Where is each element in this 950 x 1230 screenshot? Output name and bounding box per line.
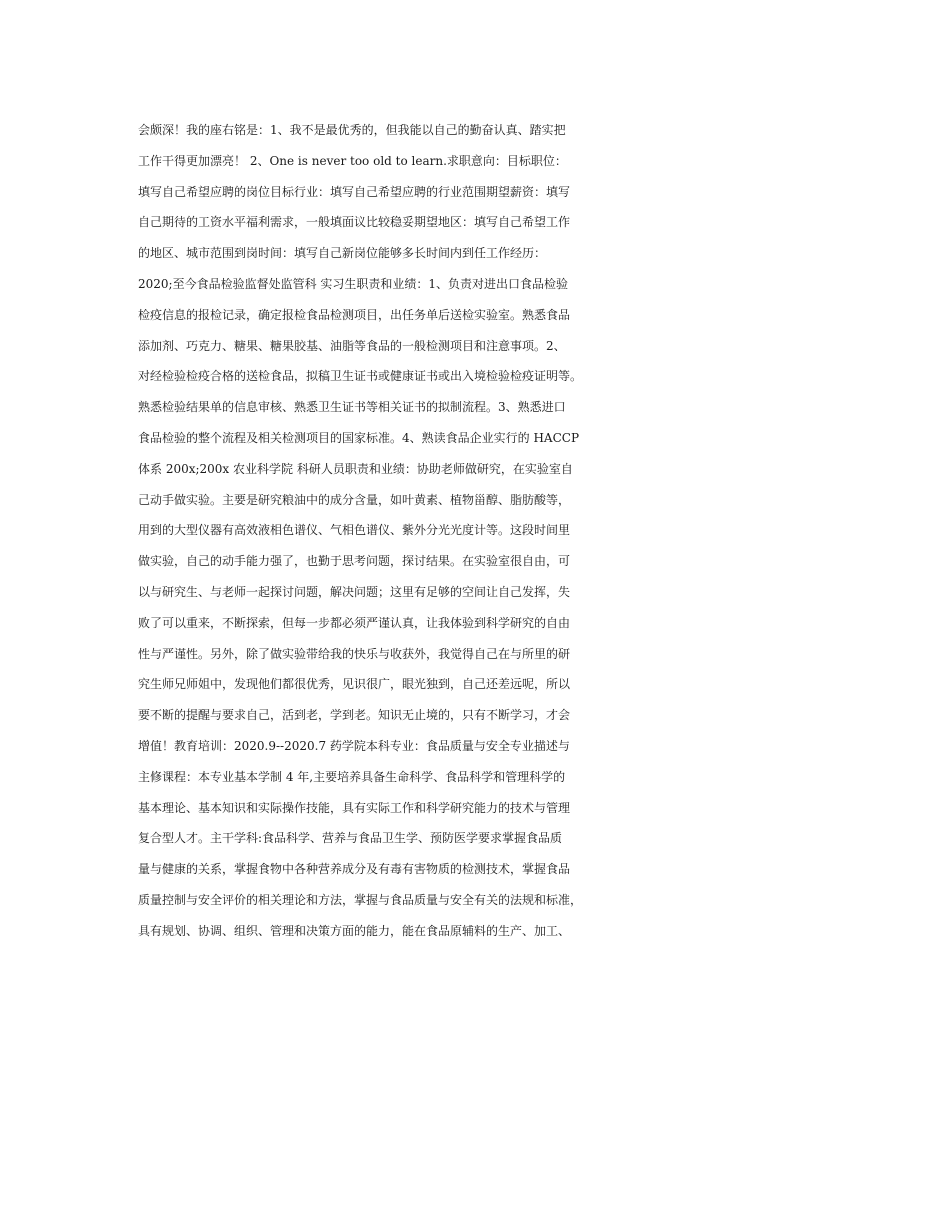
text-line: 做实验，自己的动手能力强了，也勤于思考问题，探讨结果。在实验室很自由，可 <box>138 554 571 569</box>
text-line: 具有规划、协调、组织、管理和决策方面的能力，能在食品原辅料的生产、加工、 <box>138 923 571 938</box>
text-line: 要不断的提醒与要求自己，活到老，学到老。知识无止境的，只有不断学习，才会 <box>138 708 571 723</box>
text-line: 主修课程：本专业基本学制 4 年,主要培养具备生命科学、食品科学和管理科学的 <box>138 769 566 784</box>
text-line: 基本理论、基本知识和实际操作技能，具有实际工作和科学研究能力的技术与管理 <box>138 800 571 815</box>
text-line: 以与研究生、与老师一起探讨问题，解决问题；这里有足够的空间让自己发挥，失 <box>138 584 571 599</box>
text-line: 2020;至今食品检验监督处监管科 实习生职责和业绩：1、负责对进出口食品检验 <box>138 276 569 291</box>
text-line: 质量控制与安全评价的相关理论和方法，掌握与食品质量与安全有关的法规和标准， <box>138 892 583 907</box>
text-line: 自己期待的工资水平福利需求，一般填面议比较稳妥期望地区：填写自己希望工作 <box>138 215 571 230</box>
text-line: 工作干得更加漂亮！ 2、One is never too old to learn.求职意向：目标职位： <box>138 153 567 168</box>
text-line: 添加剂、巧克力、糖果、糖果胶基、油脂等食品的一般检测项目和注意事项。2、 <box>138 338 566 353</box>
text-line: 量与健康的关系，掌握食物中各种营养成分及有毒有害物质的检测技术，掌握食品 <box>138 862 571 877</box>
text-line: 己动手做实验。主要是研究粮油中的成分含量，如叶黄素、植物甾醇、脂肪酸等， <box>138 492 571 507</box>
text-line: 体系 200x;200x 农业科学院 科研人员职责和业绩：协助老师做研究，在实验室自 <box>138 461 573 476</box>
text-line: 复合型人才。主干学科:食品科学、营养与食品卫生学、预防医学要求掌握食品质 <box>138 831 563 846</box>
text-line: 熟悉检验结果单的信息审核、熟悉卫生证书等相关证书的拟制流程。3、熟悉进口 <box>138 400 566 415</box>
text-line: 究生师兄师姐中，发现他们都很优秀，见识很广，眼光独到，自己还差远呢，所以 <box>138 677 571 692</box>
text-line: 用到的大型仪器有高效液相色谱仪、气相色谱仪、紫外分光光度计等。这段时间里 <box>138 523 571 538</box>
text-line: 会颇深！我的座右铭是：1、我不是最优秀的，但我能以自己的勤奋认真、踏实把 <box>138 123 566 137</box>
text-line: 食品检验的整个流程及相关检测项目的国家标准。4、熟读食品企业实行的 HACCP <box>138 430 580 445</box>
text-line: 的地区、城市范围到岗时间：填写自己新岗位能够多长时间内到任工作经历： <box>138 246 547 261</box>
text-line: 检疫信息的报检记录，确定报检食品检测项目，出任务单后送检实验室。熟悉食品 <box>138 307 571 322</box>
text-line: 对经检验检疫合格的送检食品，拟稿卫生证书或健康证书或出入境检验检疫证明等。 <box>138 369 583 384</box>
text-line: 败了可以重来，不断探索，但每一步都必须严谨认真，让我体验到科学研究的自由 <box>138 615 571 630</box>
text-line: 增值！教育培训：2020.9--2020.7 药学院本科专业：食品质量与安全专业描述与 <box>138 738 570 753</box>
text-line: 性与严谨性。另外，除了做实验带给我的快乐与收获外，我觉得自己在与所里的研 <box>138 646 571 661</box>
body-text <box>138 115 838 947</box>
text-line: 填写自己希望应聘的岗位目标行业：填写自己希望应聘的行业范围期望薪资：填写 <box>138 184 571 199</box>
